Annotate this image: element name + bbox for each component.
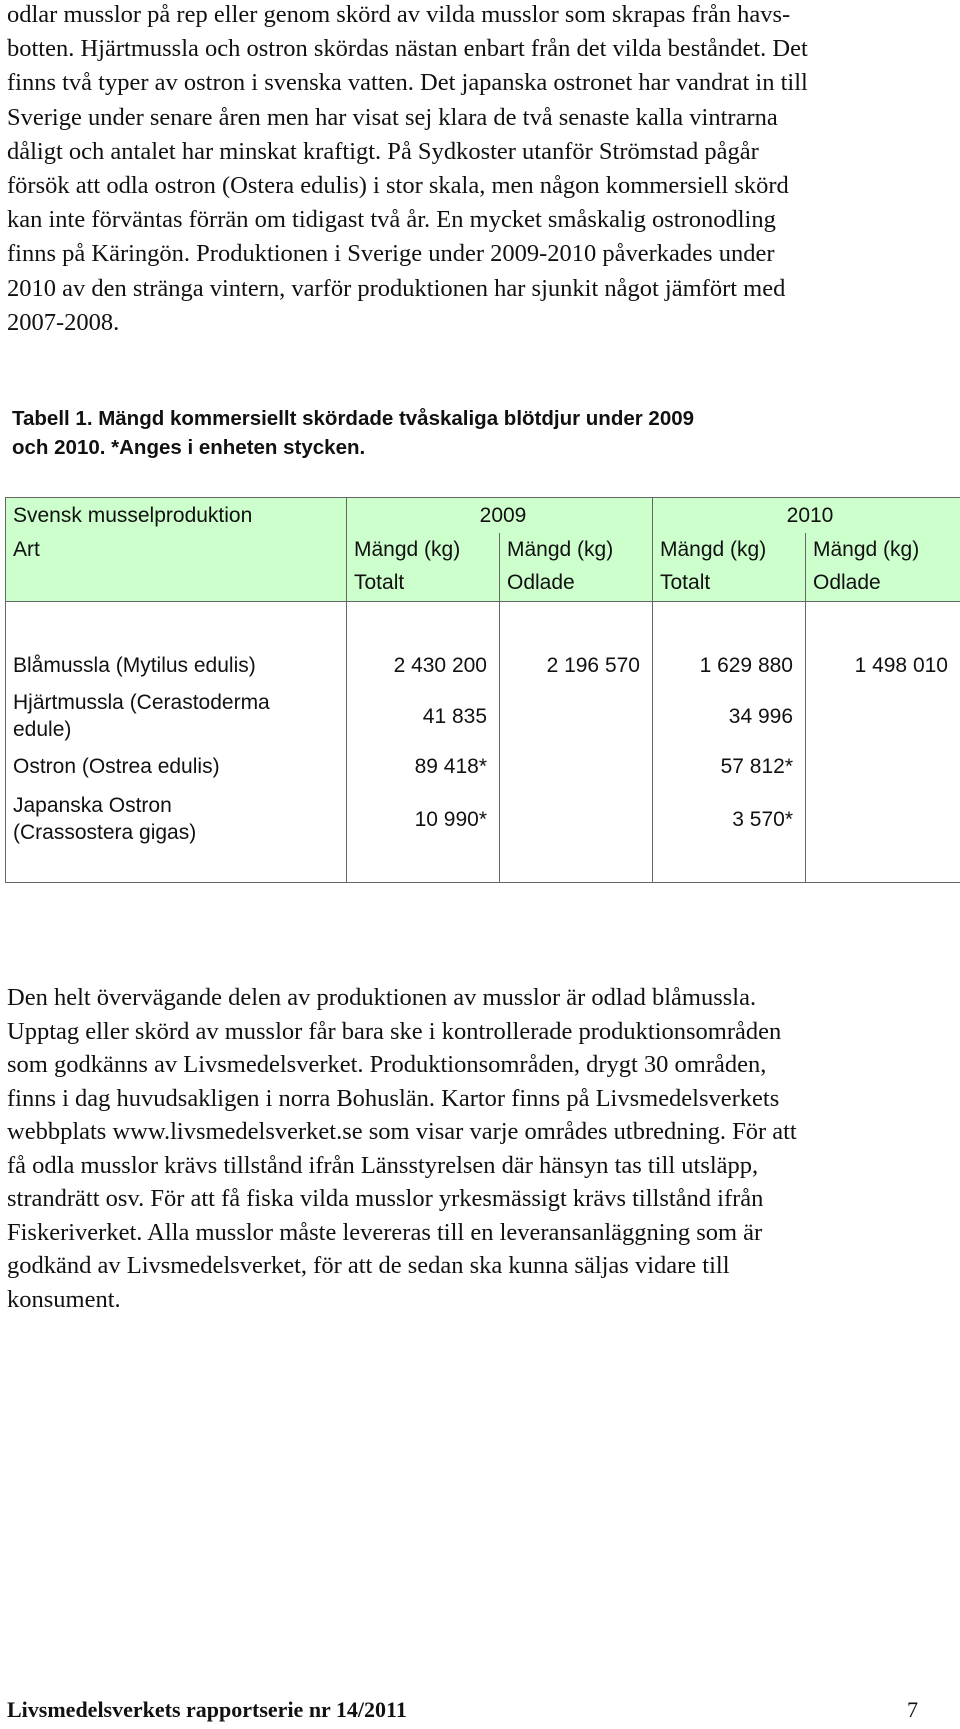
paragraph-line: Upptag eller skörd av musslor får bara ske i kontrollerade produktionsområden (7, 1017, 782, 1045)
column-header-line: Mängd (kg) (507, 538, 614, 561)
paragraph-line: strandrätt osv. För att få fiska vilda musslor yrkesmässigt krävs tillstånd ifrån (7, 1185, 764, 1212)
value-cell: 1 498 010 (806, 646, 960, 684)
value-cell (806, 784, 960, 854)
intro-paragraph (7, 0, 942, 340)
paragraph-line: webbplats www.livsmedelsverket.se som visar varje områdes utbredning. För att (7, 1118, 797, 1145)
value-cell: 3 570* (653, 784, 806, 854)
paragraph-line: finns i dag huvudsakligen i norra Bohuslän. Kartor finns på Livsmedelsverkets (7, 1084, 780, 1112)
value-cell: 2 430 200 (347, 646, 500, 684)
table-spacer-row (6, 602, 960, 647)
paragraph-line: Fiskeriverket. Alla musslor måste levereras till en leveransanläggning som är (7, 1218, 763, 1246)
production-table (5, 497, 960, 883)
paragraph-line: odlar musslor på rep eller genom skörd av vilda musslor som skrapas från havs- (7, 1, 791, 28)
column-header-2010-total (653, 533, 806, 602)
paragraph-line: finns två typer av ostron i svenska vatten. Det japanska ostronet har vandrat in till (7, 69, 808, 97)
paragraph-line: godkänd av Livsmedelsverket, för att de sedan ska kunna säljas vidare till (7, 1252, 730, 1279)
column-header-line: Mängd (kg) (354, 538, 461, 561)
paragraph-line: 2010 av den stränga vintern, varför produktionen har sjunkit något jämfört med (7, 274, 786, 302)
column-header-line: Totalt (354, 571, 405, 594)
value-cell (806, 748, 960, 784)
table-row (6, 784, 960, 854)
species-name-cont: (Crassostera gigas) (13, 821, 197, 844)
table-caption (12, 404, 912, 462)
value-cell (500, 748, 653, 784)
column-header-line: Totalt (660, 571, 711, 594)
column-header-line: Odlade (813, 571, 881, 594)
table-title-cell: Svensk musselproduktion (6, 498, 347, 534)
value-cell: 41 835 (347, 684, 500, 748)
paragraph-line: Sverige under senare åren men har visat sej klara de två senaste kalla vintrarna (7, 103, 778, 131)
value-cell (806, 684, 960, 748)
column-header-line: Mängd (kg) (813, 538, 920, 561)
table-subheader-row (6, 533, 960, 602)
paragraph-line: Den helt övervägande delen av produktionen av musslor är odlad blåmussla. (7, 984, 757, 1011)
paragraph-line: konsument. (7, 1285, 121, 1313)
column-header-2009-total (347, 533, 500, 602)
column-header-2010-odlade (806, 533, 960, 602)
value-cell: 1 629 880 (653, 646, 806, 684)
table-row (6, 684, 960, 748)
species-name-cont: edule) (13, 718, 72, 741)
species-cell (6, 748, 347, 784)
column-header-2009-odlade (500, 533, 653, 602)
paragraph-line: försök att odla ostron (Ostera edulis) i stor skala, men någon kommersiell skörd (7, 172, 789, 200)
species-name: Ostron (Ostrea edulis) (13, 754, 220, 778)
value-cell: 10 990* (347, 784, 500, 854)
year-2010-header: 2010 (653, 498, 960, 534)
value-cell: 34 996 (653, 684, 806, 748)
year-2009-header: 2009 (347, 498, 653, 534)
value-cell: 57 812* (653, 748, 806, 784)
page-number: 7 (907, 1697, 918, 1722)
paragraph-line: kan inte förväntas förrän om tidigast två år. En mycket småskalig ostronodling (7, 206, 776, 234)
caption-line-1: Tabell 1. Mängd kommersiellt skördade tvåskaliga blötdjur under 2009 (12, 407, 695, 430)
species-cell (6, 784, 347, 854)
report-series: Livsmedelsverkets rapportserie nr 14/2011 (7, 1697, 407, 1722)
table-header-row (6, 498, 960, 534)
paragraph-line: få odla musslor krävs tillstånd ifrån Länsstyrelsen där hänsyn tas till utsläpp, (7, 1151, 759, 1179)
species-cell (6, 684, 347, 748)
body-paragraph (7, 981, 952, 1316)
paragraph-line: som godkänns av Livsmedelsverket. Produktionsområden, drygt 30 områden, (7, 1051, 767, 1078)
table-row (6, 646, 960, 684)
column-header-line: Odlade (507, 571, 575, 594)
value-cell: 2 196 570 (500, 646, 653, 684)
column-header-line: Mängd (kg) (660, 538, 767, 561)
species-name: Hjärtmussla (Cerastoderma (13, 691, 270, 714)
paragraph-line: 2007-2008. (7, 308, 120, 336)
value-cell (500, 684, 653, 748)
page-footer (7, 1697, 927, 1723)
caption-line-2: och 2010. *Anges i enheten stycken. (12, 436, 366, 459)
paragraph-line: finns på Käringön. Produktionen i Sverige under 2009-2010 påverkades under (7, 240, 775, 268)
table-spacer-row (6, 854, 960, 883)
paragraph-line: botten. Hjärtmussla och ostron skördas nästan enbart från det vilda beståndet. Det (7, 35, 808, 63)
paragraph-line: dåligt och antalet har minskat kraftigt. På Sydkoster utanför Strömstad pågår (7, 137, 759, 165)
species-cell (6, 646, 347, 684)
table-row (6, 748, 960, 784)
species-name: Blåmussla (Mytilus edulis) (13, 653, 256, 677)
value-cell (500, 784, 653, 854)
value-cell: 89 418* (347, 748, 500, 784)
species-name: Japanska Ostron (13, 794, 172, 817)
art-header: Art (6, 533, 347, 602)
